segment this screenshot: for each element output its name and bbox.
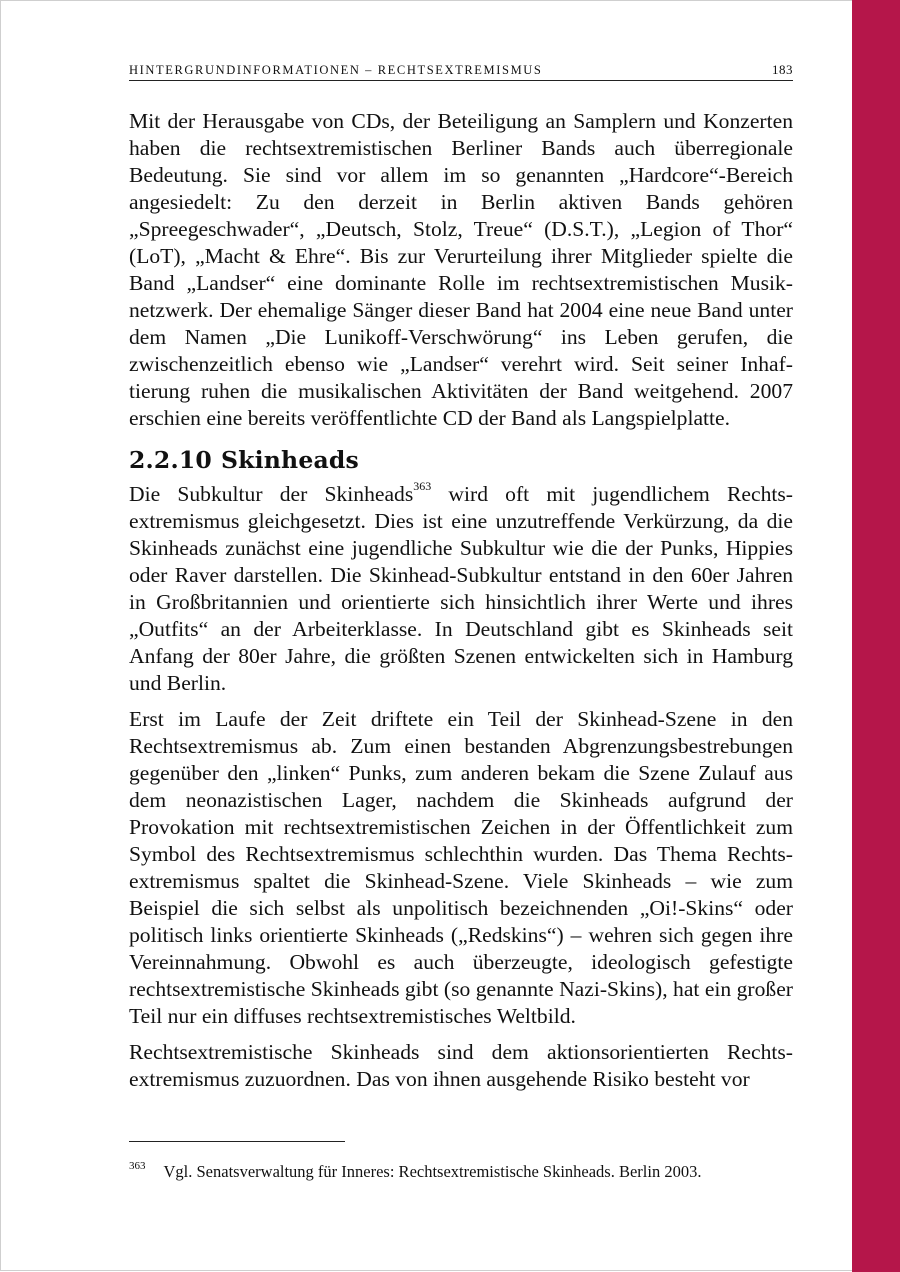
section-title: Skinheads bbox=[220, 446, 359, 474]
paragraph-drift: Erst im Laufe der Zeit driftete ein Teil der Skinhead-Szene in den Rechtsextremismus ab. Zum einen bestanden Abgrenzungsbestrebungen gegenüber den „linken“ Punks, zum anderen bekam die Szene Zulauf aus dem neonazistischen Lager, nachdem die Skinheads aufgrund der Provokation mit rechtsextremistischen Zeichen in der Öffentlichkeit zum Symbol des Rechtsextremismus schlechthin wurden. Das Thema Rechtsextremismus spaltet die Skinhead-Szene. Viele Skinheads – wie zum Beispiel die sich selbst als unpolitisch bezeichnenden „Oi!-Skins“ oder politisch links orientierte Skinheads („Redskins“) – wehren sich gegen ihre Vereinnahmung. Obwohl es auch überzeugte, ideologisch gefestigte rechtsextremistische Skinheads gibt (so genannte Nazi-Skins), hat ein großer Teil nur ein diffuses rechtsextremistisches Weltbild. bbox=[129, 707, 793, 1028]
footnote-number: 363 bbox=[129, 1159, 146, 1172]
paragraph-skinhead-subculture bbox=[129, 478, 793, 697]
paragraph-text: wird oft mit jugendlichem Rechtsextremismus gleichgesetzt. Dies ist eine unzutreffende Verkürzung, da die Skinheads zunächst eine jugendliche Subkultur wie die der Punks, Hippies oder Raver darstellen. Die Skinhead-Subkultur entstand in den 60er Jahren in Großbritannien und orientierte sich hinsichtlich ihrer Werte und ihres „Outfits“ an der Arbeiterklasse. In Deutschland gibt es Skinheads seit Anfang der 80er Jahre, die größten Szenen entwickelten sich in Hamburg und Berlin. bbox=[129, 482, 793, 695]
footnote-reference[interactable]: 363 bbox=[413, 478, 432, 493]
footnote-text: Vgl. Senatsverwaltung für Inneres: Rechtsextremistische Skinheads. Berlin 2003. bbox=[163, 1162, 702, 1181]
running-head bbox=[129, 62, 793, 81]
paragraph-text: Die Subkultur der Skinheads bbox=[129, 482, 414, 506]
section-number: 2.2.10 bbox=[129, 446, 212, 474]
paragraph-action-oriented: Rechtsextremistische Skinheads sind dem aktionsorientierten Rechtsextremismus zuzuordnen. Das von ihnen ausgehende Risiko besteht vor bbox=[129, 1040, 793, 1091]
paragraph-bands: Mit der Herausgabe von CDs, der Beteiligung an Samplern und Konzerten haben die rechtsextremistischen Berliner Bands auch überregionale Bedeutung. Sie sind vor allem im so genannten „Hardcore“-Bereich angesiedelt: Zu den derzeit in Berlin aktiven Bands gehören „Spreegeschwader“, „Deutsch, Stolz, Treue“ (D.S.T.), „Legion of Thor“ (LoT), „Macht & Ehre“. Bis zur Verurteilung ihrer Mitglieder spielte die Band „Landser“ eine dominante Rolle im rechtsextremistischen Musiknetzwerk. Der ehemalige Sänger dieser Band hat 2004 eine neue Band unter dem Namen „Die Lunikoff-Verschwörung“ ins Leben gerufen, die zwischenzeitlich ebenso wie „Landser“ verehrt wird. Seit seiner Inhaftierung ruhen die musikalischen Aktivitäten der Band weitgehend. 2007 erschien eine bereits veröffentlichte CD der Band als Langspielplatte. bbox=[129, 109, 793, 430]
footnote bbox=[129, 1161, 793, 1183]
footnote-separator bbox=[129, 1141, 345, 1142]
running-head-title: HINTERGRUNDINFORMATIONEN – RECHTSEXTREMISMUS bbox=[129, 63, 543, 77]
side-color-bar bbox=[852, 0, 900, 1272]
page-number: 183 bbox=[772, 62, 793, 77]
section-heading bbox=[129, 445, 793, 475]
body-text bbox=[129, 108, 793, 1102]
